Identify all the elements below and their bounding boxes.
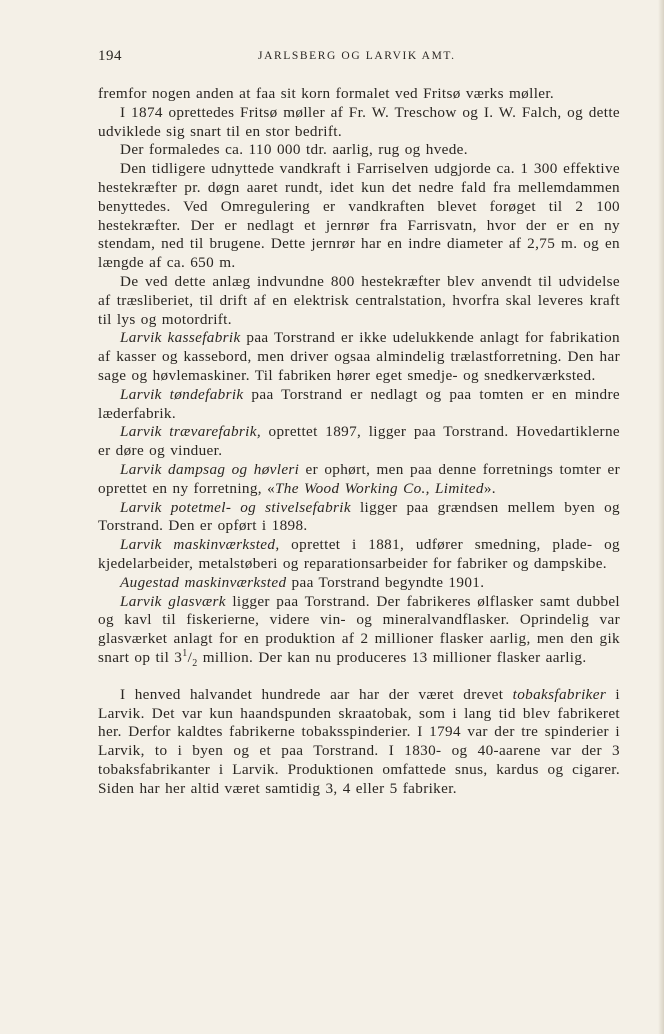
paragraph-text: paa Torstrand er nedlagt og paa tomten er en mindre læderfabrik. <box>98 385 620 422</box>
fraction-numerator: 1 <box>182 647 188 659</box>
company-name: Larvik potetmel- og stivelsefabrik <box>120 498 351 516</box>
paragraph: I 1874 oprettedes Fritsø møller af Fr. W. Treschow og I. W. Falch, og dette udviklede sig snart til en stor bedrift. <box>98 103 620 140</box>
fraction-denominator: 2 <box>192 657 198 669</box>
paragraph: Den tidligere udnyttede vandkraft i Farriselven udgjorde ca. 1 300 effektive hestekræfter pr. døgn aaret rundt, idet kun det nedre fald fra mellemdammen benyttedes. Ved Omregulering er vandkraften blevet forøget til 2 100 hestekræfter. Der er nedlagt et jernrør fra Farrisvatn, hvor der er en ny stendam, ned til brugene. Dette jernrør har en indre diameter af 2,75 m. og en længde af ca. 650 m. <box>98 160 620 272</box>
company-name: Augestad maskinværksted <box>120 573 287 591</box>
paragraph-text: oprettet 1897, ligger paa Torstrand. Hovedartiklerne er døre og vinduer. <box>98 423 620 460</box>
page-edge-shadow <box>658 0 664 1034</box>
paragraph <box>98 686 620 799</box>
paragraph <box>98 386 620 424</box>
paragraph <box>98 574 620 593</box>
paragraph <box>98 461 620 499</box>
paragraph-text: ligger paa Torstrand. Der fabrikeres ølflasker samt dubbel og kavl til fiskerierne, videre vin- og mineralvandflasker. Oprindelig var glasværket anlagt for en produktion af 2 millioner flasker aarlig, men den gik snart op til 3 <box>98 592 620 666</box>
paragraph-text: ligger paa grændsen mellem byen og Torstrand. Den er opført i 1898. <box>98 498 620 535</box>
paragraph: Der formaledes ca. 110 000 tdr. aarlig, rug og hvede. <box>120 141 468 159</box>
paragraph <box>98 329 620 385</box>
paragraph-text: I henved halvandet hundrede aar har der været drevet <box>120 685 513 703</box>
paragraph-text: paa Torstrand begyndte 1901. <box>286 573 485 591</box>
paragraph-text: million. Der kan nu produceres 13 millioner flasker aarlig. <box>197 648 587 666</box>
company-name: Larvik dampsag og høvleri <box>120 460 300 478</box>
company-name: Larvik glasværk <box>120 592 226 610</box>
paragraph-text: i Larvik. Det var kun haandspunden skraatobak, som i lang tid blev fabrikeret her. Derfor kaldtes fabrikerne tobaksspinderier. I 1794 var der tre spinderier i Larvik, to i byen og et paa Torstrand. I 1830- og 40-aarene var der 3 tobaksfabrikanter i Larvik. Produktionen omfattede snus, kardus og cigarer. Siden har her altid været samtidig 3, 4 eller 5 fabriker. <box>98 685 621 797</box>
paragraph-text: oprettet i 1881, udfører smedning, plade- og kjedelarbeider, metalstøberi og reparationsarbeider for fabriker og dampskibe. <box>98 536 620 572</box>
paragraph-text: ». <box>483 479 496 497</box>
paragraph: fremfor nogen anden at faa sit korn formalet ved Fritsø værks møller. <box>98 85 555 102</box>
fraction-slash: / <box>187 648 193 666</box>
paragraph <box>98 499 620 537</box>
paragraph-text: paa Torstrand er ikke udelukkende anlagt for fabrikation af kasser og kassebord, men driver ogsaa almindelig trælastforretning. Den har sage og høvlemaskiner. Til fabriken hører eget smedje- og snedkerværksted. <box>98 329 620 384</box>
body-text <box>98 85 620 798</box>
paragraph <box>98 423 620 461</box>
page-header <box>98 48 620 68</box>
paragraph <box>98 536 620 574</box>
paragraph <box>98 593 620 668</box>
paragraph: De ved dette anlæg indvundne 800 hestekræfter blev anvendt til udvidelse af træsliberiet, til drift af en elektrisk centralstation, hvorfra skal leveres kraft til lys og motordrift. <box>98 272 620 328</box>
company-name: Larvik tøndefabrik <box>120 385 244 403</box>
company-name: Larvik kassefabrik <box>120 329 241 347</box>
page-number: 194 <box>98 48 122 64</box>
paragraph-text: er ophørt, men paa denne forretnings tomter er oprettet en ny forretning, « <box>98 460 620 497</box>
company-name: The Wood Working Co., Limited <box>275 479 484 497</box>
term: tobaksfabriker <box>512 685 607 703</box>
running-title: JARLSBERG OG LARVIK AMT. <box>258 50 456 62</box>
company-name: Larvik maskinværksted, <box>120 536 280 554</box>
company-name: Larvik trævarefabrik, <box>120 423 261 441</box>
